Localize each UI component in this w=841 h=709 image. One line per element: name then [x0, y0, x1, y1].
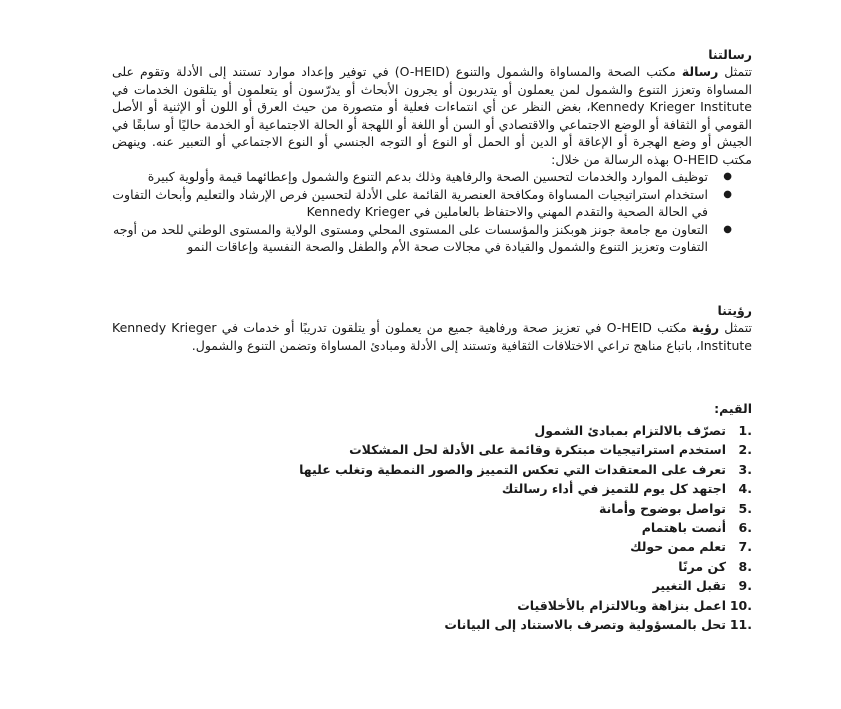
item-text: كن مرنًا	[678, 558, 726, 574]
list-item	[112, 221, 752, 256]
item-number: 6.	[738, 520, 752, 536]
bullet-text: استخدام استراتيجيات المساواة ومكافحة العنصرية القائمة على الأدلة لتحسين فرص الإرشاد والتعليم وأبحاث التفاوت في الحالة الصحية والتقدم المهني والاحتفاظ بالعاملين في Kennedy Krieger	[112, 186, 708, 219]
vision-paragraph	[112, 319, 752, 354]
item-text: تقبل التغيير	[652, 578, 726, 594]
mission-paragraph	[112, 63, 752, 168]
mission-intro-pre: تتمثل	[718, 64, 752, 79]
list-item	[112, 421, 752, 440]
list-item	[112, 499, 752, 518]
list-item	[112, 168, 752, 186]
list-item	[112, 518, 752, 537]
vision-section	[112, 302, 752, 354]
item-text: أنصت باهتمام	[641, 520, 726, 536]
mission-bullet-list	[112, 168, 752, 256]
list-item	[112, 537, 752, 556]
mission-intro-bold: رسالة	[681, 64, 719, 79]
mission-heading: رسالتنا	[708, 47, 752, 62]
item-number: 3.	[738, 461, 752, 477]
bullet-text: التعاون مع جامعة جونز هوبكنز والمؤسسات على المستوى المحلي ومستوى الولاية والمستوى الوطني للحد من أوجه التفاوت وتعزيز التنوع والشمول والقيادة في مجالات صحة الأم والطفل والصحة النفسية وإعاقات النمو	[113, 221, 708, 254]
list-item	[112, 440, 752, 459]
item-number: 5.	[738, 500, 752, 516]
item-number: 7.	[738, 539, 752, 555]
item-text: تعلم ممن حولك	[630, 539, 726, 555]
item-text: اعمل بنزاهة وبالالتزام بالأخلاقيات	[517, 597, 726, 613]
list-item	[112, 576, 752, 595]
vision-text-bold: رؤية	[691, 320, 720, 335]
values-section	[112, 400, 752, 634]
vision-text-pre: تتمثل	[719, 320, 752, 335]
item-number: 9.	[738, 578, 752, 594]
item-number: 11.	[729, 617, 752, 633]
bullet-text: توظيف الموارد والخدمات لتحسين الصحة والرفاهية وذلك بدعم التنوع والشمول وإعطائهما قيمة وأولوية كبيرة	[147, 169, 708, 184]
vision-heading: رؤيتنا	[717, 303, 752, 318]
item-number: 4.	[738, 481, 752, 497]
item-text: تصرّف بالالتزام بمبادئ الشمول	[534, 423, 726, 438]
item-text: تحل بالمسؤولية وتصرف بالاستناد إلى البيانات	[444, 617, 726, 633]
item-text: استخدم استراتيجيات مبتكرة وقائمة على الأدلة لحل المشكلات	[349, 442, 726, 458]
item-number: 1.	[738, 423, 752, 438]
bullet-icon: ●	[723, 188, 732, 200]
item-number: 2.	[738, 442, 752, 458]
item-number: 10.	[729, 597, 752, 613]
list-item	[112, 557, 752, 576]
mission-intro-post: مكتب الصحة والمساواة والشمول والتنوع (O-HEID) في توفير وإعداد موارد تستند إلى الأدلة وتقوم على المساواة وتعزز التنوع والشمول لمن يعملون أو يتدربون أو يجرون الأبحاث أو يدرّسون أو يتعلمون أو يتلقون الخدمات في Kennedy Krieger Institute، بغض النظر عن أي انتماءات فعلية أو متصورة من حيث العرق أو اللون أو الإثنية أو الأصل القومي أو الثقافة أو الوضع الاجتماعي والاقتصادي أو السن أو اللغة أو اللهجة أو الحالة الاجتماعية أو الخدمة حاليًا أو سابقًا في الجيش أو وضع الهجرة أو الإعاقة أو الدين أو الحمل أو النوع أو التوجه الجنسي أو النوع الاجتماعي أو التعبير عنه. وينهض مكتب O-HEID بهذه الرسالة من خلال:	[112, 64, 752, 167]
list-item	[112, 186, 752, 221]
list-item	[112, 460, 752, 479]
item-text: اجتهد كل يوم للتميز في أداء رسالتك	[501, 481, 726, 497]
bullet-icon: ●	[723, 171, 732, 182]
list-item	[112, 479, 752, 498]
item-number: 8.	[738, 558, 752, 574]
bullet-icon: ●	[723, 223, 732, 235]
item-text: تعرف على المعتقدات التي تعكس التمييز والصور النمطية وتغلب عليها	[299, 461, 726, 477]
list-item	[112, 596, 752, 615]
values-heading: القيم:	[714, 401, 752, 416]
vision-text-post: مكتب O-HEID في تعزيز صحة ورفاهية جميع من يعملون أو يتلقون تدريبًا أو خدمات في Kennedy Krieger Institute، باتباع مناهج تراعي الاختلافات الثقافية وتستند إلى الأدلة ومبادئ المساواة وتضمن التنوع والشمول.	[112, 320, 752, 353]
list-item	[112, 615, 752, 634]
item-text: تواصل بوضوح وأمانة	[599, 500, 726, 516]
values-list	[112, 421, 752, 634]
mission-section	[112, 46, 752, 256]
